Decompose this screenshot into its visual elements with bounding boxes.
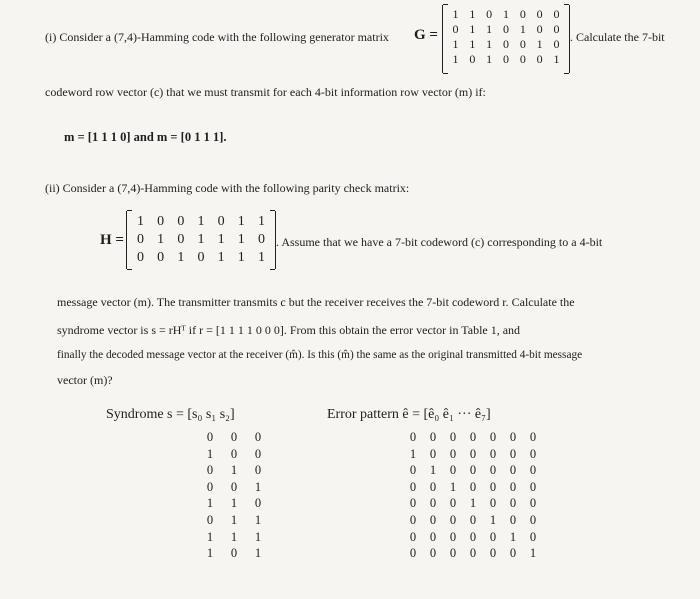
h-matrix-cell: 1 [237, 232, 245, 247]
syndrome-cell: 1 [230, 529, 238, 544]
syndrome-row [198, 462, 270, 479]
syndrome-row [198, 512, 270, 529]
para-line2: syndrome vector is s = rHᵀ if r = [1 1 1 1 0 0 0]. From this obtain the error vector in Table 1, and [57, 323, 521, 337]
error-pattern-row [403, 429, 543, 446]
error-pattern-cell: 0 [409, 529, 417, 544]
error-pattern-cell: 1 [509, 529, 517, 544]
g-matrix-cell: 0 [502, 37, 509, 51]
h-matrix-row [127, 249, 275, 267]
g-matrix-cell: 1 [469, 22, 476, 36]
error-pattern-cell: 0 [449, 446, 457, 461]
error-pattern-cell: 0 [529, 446, 537, 461]
error-pattern-cell: 0 [529, 512, 537, 527]
error-pattern-cell: 0 [509, 496, 517, 511]
error-pattern-cell: 0 [429, 446, 437, 461]
error-pattern-cell: 0 [509, 546, 517, 561]
syndrome-row [198, 495, 270, 512]
g-matrix-row [443, 37, 569, 52]
para-line3: finally the decoded message vector at the receiver (m̂). Is this (m̂) the same as the original transmitted 4-bit message [57, 349, 583, 361]
h-matrix-cell: 1 [177, 250, 185, 265]
g-matrix-cell: 0 [519, 37, 526, 51]
syndrome-cell: 0 [254, 463, 262, 478]
error-pattern-cell: 0 [409, 496, 417, 511]
error-pattern-cell: 0 [469, 463, 477, 478]
g-matrix-cell: 1 [553, 52, 560, 66]
h-matrix-cell: 1 [157, 232, 165, 247]
error-pattern-cell: 0 [469, 446, 477, 461]
syndrome-cell: 0 [206, 463, 214, 478]
error-pattern-cell: 0 [449, 529, 457, 544]
error-pattern-cell: 0 [409, 430, 417, 444]
error-pattern-cell: 0 [409, 512, 417, 527]
h-matrix-cell: 1 [257, 250, 265, 265]
syndrome-cell: 0 [254, 496, 262, 511]
syndrome-row [198, 529, 270, 546]
h-matrix-cell: 1 [237, 214, 245, 229]
syndrome-cell: 1 [206, 546, 214, 561]
h-matrix-cell: 0 [177, 214, 185, 229]
syndrome-cell: 1 [206, 446, 214, 461]
error-pattern-cell: 0 [409, 479, 417, 494]
para-line4: vector (m)? [57, 373, 113, 387]
g-matrix-cell: 1 [469, 7, 476, 21]
part2-after-matrix: . Assume that we have a 7-bit codeword (c) corresponding to a 4-bit [276, 235, 603, 249]
syndrome-cell: 0 [230, 546, 238, 561]
g-matrix-cell: 0 [452, 22, 459, 36]
h-matrix-cell: 0 [137, 232, 144, 247]
error-pattern-cell: 0 [429, 430, 437, 444]
error-pattern-cell: 0 [509, 430, 517, 444]
part1-intro: (i) Consider a (7,4)-Hamming code with the following generator matrix [45, 30, 389, 44]
g-matrix-row [443, 7, 569, 22]
h-matrix-cell: 0 [197, 250, 205, 265]
error-pattern-cell: 0 [489, 479, 497, 494]
error-pattern-cell: 1 [429, 463, 437, 478]
g-matrix-cell: 1 [519, 22, 526, 36]
g-matrix-cell: 0 [519, 7, 526, 21]
g-matrix-cell: 0 [536, 7, 543, 21]
syndrome-cell: 1 [206, 529, 214, 544]
error-pattern-cell: 0 [529, 430, 537, 444]
g-matrix-cell: 1 [452, 7, 459, 21]
h-matrix-cell: 1 [237, 250, 245, 265]
error-pattern-cell: 0 [489, 446, 497, 461]
part1-line2: codeword row vector (c) that we must transmit for each 4-bit information row vector (m) if: [45, 85, 486, 99]
error-pattern-cell: 1 [449, 479, 457, 494]
syndrome-row [198, 429, 270, 446]
syndrome-cell: 1 [254, 512, 262, 527]
h-matrix-cell: 1 [257, 214, 265, 229]
syndrome-column [198, 429, 270, 562]
h-matrix-row [127, 231, 275, 249]
error-pattern-cell: 0 [529, 496, 537, 511]
error-pattern-cell: 0 [449, 512, 457, 527]
error-pattern-cell: 1 [409, 446, 417, 461]
g-matrix-cell: 1 [536, 37, 543, 51]
syndrome-cell: 0 [206, 512, 214, 527]
g-matrix-cell: 1 [452, 52, 459, 66]
error-pattern-cell: 0 [469, 529, 477, 544]
h-matrix-cell: 1 [217, 232, 225, 247]
error-column [403, 429, 543, 562]
syndrome-cell: 0 [206, 430, 214, 444]
g-matrix-cell: 1 [469, 37, 476, 51]
error-pattern-cell: 0 [449, 463, 457, 478]
syndrome-cell: 1 [230, 463, 238, 478]
syndrome-cell: 0 [230, 479, 238, 494]
error-pattern-cell: 0 [449, 496, 457, 511]
error-pattern-row [403, 529, 543, 546]
error-pattern-cell: 0 [489, 496, 497, 511]
syndrome-header: Syndrome s = [s₀ s₁ s₂] [106, 407, 235, 422]
g-matrix-cell: 0 [502, 52, 509, 66]
error-pattern-cell: 0 [489, 463, 497, 478]
syndrome-cell: 1 [206, 496, 214, 511]
error-pattern-cell: 0 [449, 546, 457, 561]
error-pattern-cell: 0 [529, 463, 537, 478]
error-header: Error pattern ê = [ê₀ ê₁ ··· ê₇] [327, 407, 491, 422]
syndrome-cell: 1 [254, 546, 262, 561]
g-matrix-cell: 1 [452, 37, 459, 51]
part2-intro: (ii) Consider a (7,4)-Hamming code with the following parity check matrix: [45, 181, 410, 195]
syndrome-cell: 0 [230, 430, 238, 444]
syndrome-cell: 1 [254, 529, 262, 544]
g-matrix-cell: 0 [486, 7, 493, 21]
syndrome-row [198, 479, 270, 496]
para-line1: message vector (m). The transmitter transmits c but the receiver receives the 7-bit codeword r. Calculate the [57, 295, 575, 309]
g-matrix-cell: 1 [502, 7, 509, 21]
error-pattern-row [403, 479, 543, 496]
g-matrix-cell: 1 [486, 37, 493, 51]
error-pattern-row [403, 446, 543, 463]
error-pattern-row [403, 462, 543, 479]
h-matrix-cell: 1 [217, 250, 225, 265]
g-matrix-cell: 0 [502, 22, 509, 36]
syndrome-cell: 1 [254, 479, 262, 494]
error-pattern-cell: 1 [489, 512, 497, 527]
error-pattern-cell: 0 [429, 496, 437, 511]
syndrome-cell: 1 [230, 512, 238, 527]
error-pattern-cell: 0 [509, 463, 517, 478]
g-matrix-cell: 0 [519, 52, 526, 66]
h-matrix [126, 211, 276, 269]
syndrome-cell: 0 [254, 430, 262, 444]
error-pattern-cell: 0 [449, 430, 457, 444]
error-pattern-cell: 0 [489, 529, 497, 544]
error-pattern-cell: 0 [509, 446, 517, 461]
error-pattern-cell: 0 [409, 463, 417, 478]
g-matrix-cell: 0 [536, 22, 543, 36]
h-matrix-row [127, 213, 275, 231]
error-pattern-cell: 0 [489, 430, 497, 444]
h-matrix-cell: 0 [157, 214, 165, 229]
syndrome-cell: 0 [230, 446, 238, 461]
error-pattern-cell: 0 [409, 546, 417, 561]
h-matrix-cell: 0 [217, 214, 225, 229]
g-matrix-cell: 1 [486, 22, 493, 36]
syndrome-cell: 0 [254, 446, 262, 461]
h-matrix-cell: 0 [137, 250, 144, 265]
g-matrix-cell: 0 [553, 7, 560, 21]
g-matrix-cell: 0 [469, 52, 476, 66]
error-pattern-cell: 0 [509, 479, 517, 494]
error-pattern-cell: 0 [489, 546, 497, 561]
g-matrix-cell: 0 [553, 22, 560, 36]
g-matrix-cell: 1 [486, 52, 493, 66]
g-matrix-cell: 0 [536, 52, 543, 66]
error-pattern-cell: 0 [429, 479, 437, 494]
error-pattern-cell: 0 [429, 512, 437, 527]
syndrome-row [198, 446, 270, 463]
h-matrix-cell: 1 [137, 214, 144, 229]
error-pattern-cell: 0 [469, 546, 477, 561]
h-matrix-cell: 0 [157, 250, 165, 265]
error-pattern-row [403, 495, 543, 512]
h-matrix-cell: 1 [197, 214, 205, 229]
syndrome-cell: 1 [230, 496, 238, 511]
error-pattern-cell: 1 [529, 546, 537, 561]
syndrome-row [198, 545, 270, 562]
g-matrix-cell: 0 [553, 37, 560, 51]
error-pattern-cell: 0 [529, 479, 537, 494]
h-matrix-cell: 0 [257, 232, 265, 247]
g-matrix-row [443, 22, 569, 37]
error-pattern-row [403, 512, 543, 529]
error-pattern-row [403, 545, 543, 562]
error-pattern-cell: 1 [469, 496, 477, 511]
g-matrix-row [443, 52, 569, 67]
g-matrix [442, 5, 570, 73]
error-pattern-cell: 0 [429, 546, 437, 561]
error-pattern-cell: 0 [469, 430, 477, 444]
h-matrix-cell: 0 [177, 232, 185, 247]
g-label: G = [414, 27, 438, 43]
h-matrix-cell: 1 [197, 232, 205, 247]
error-pattern-cell: 0 [509, 512, 517, 527]
m-vectors: m = [1 1 1 0] and m = [0 1 1 1]. [64, 130, 227, 144]
error-pattern-cell: 0 [469, 512, 477, 527]
error-pattern-cell: 0 [469, 479, 477, 494]
h-label: H = [100, 232, 124, 248]
error-pattern-cell: 0 [529, 529, 537, 544]
syndrome-cell: 0 [206, 479, 214, 494]
error-pattern-cell: 0 [429, 529, 437, 544]
part1-after-matrix: . Calculate the 7-bit [570, 30, 665, 44]
